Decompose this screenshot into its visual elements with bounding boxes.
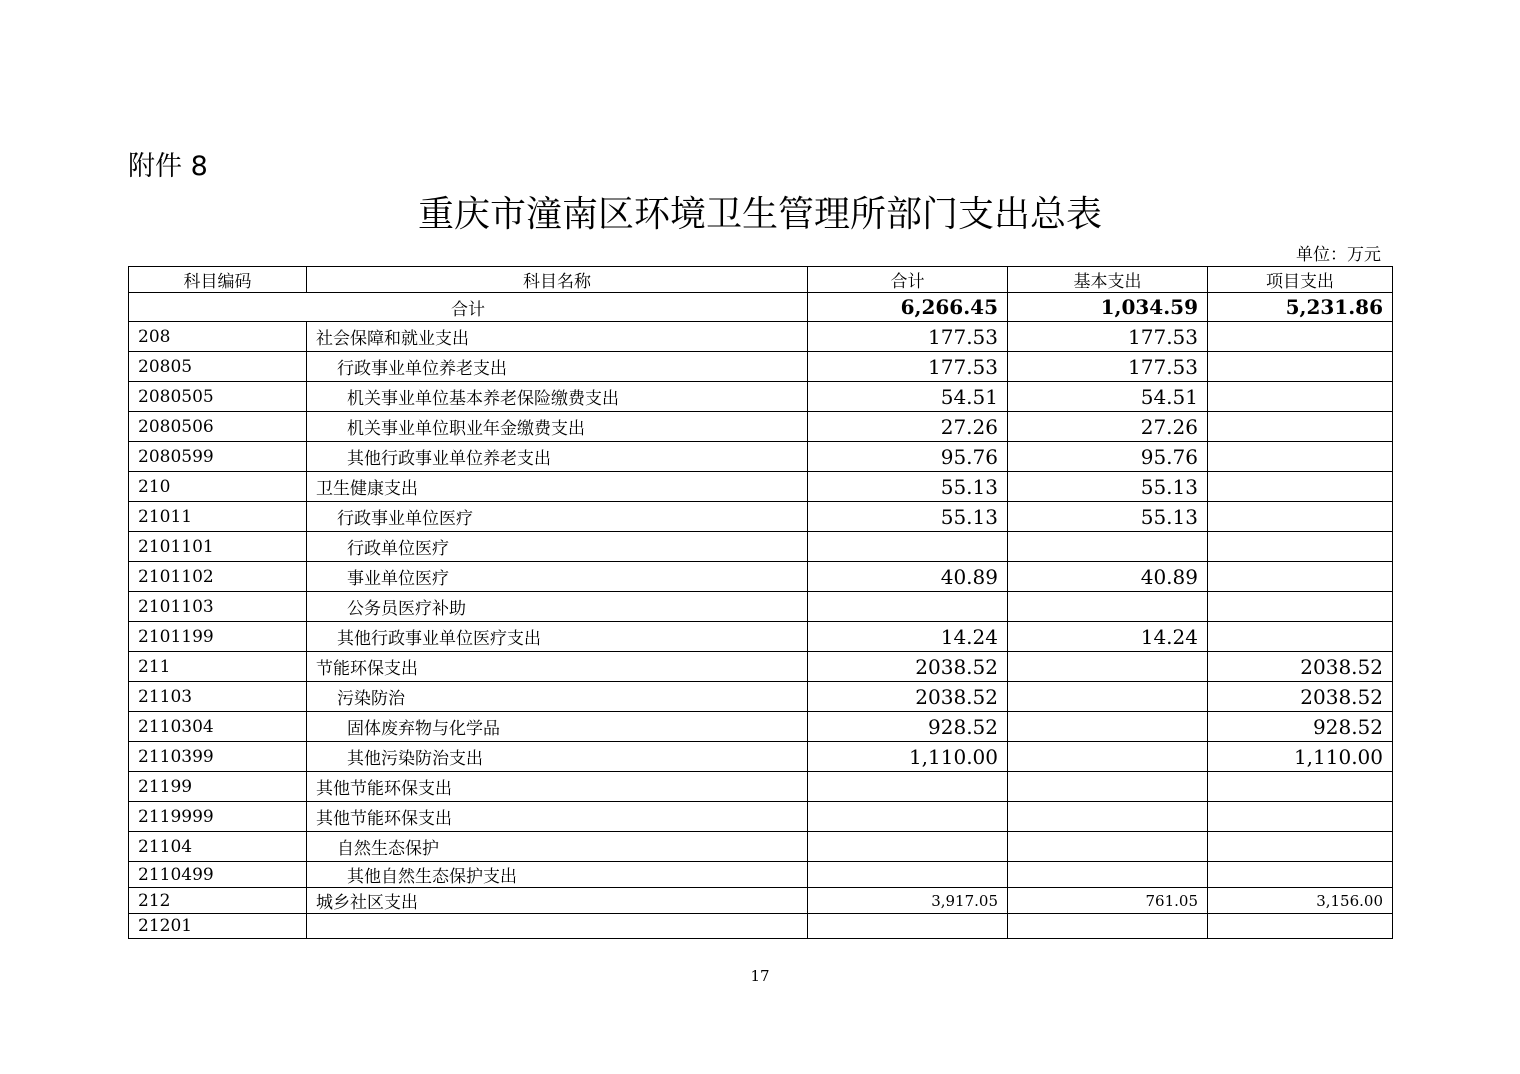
total-row (129, 293, 1393, 322)
code-cell: 21011 (129, 502, 307, 532)
name-cell: 社会保障和就业支出 (307, 322, 808, 352)
basic-cell (1008, 592, 1208, 622)
basic-cell (1008, 682, 1208, 712)
code-cell: 212 (129, 888, 307, 914)
code-cell: 21199 (129, 772, 307, 802)
code-cell: 21104 (129, 832, 307, 862)
project-cell (1208, 532, 1393, 562)
total-cell (808, 772, 1008, 802)
name-cell: 其他行政事业单位养老支出 (307, 442, 808, 472)
basic-cell (1008, 914, 1208, 939)
column-header-name: 科目名称 (307, 267, 808, 293)
basic-cell (1008, 802, 1208, 832)
name-cell: 城乡社区支出 (307, 888, 808, 914)
total-cell: 177.53 (808, 352, 1008, 382)
code-cell: 2101199 (129, 622, 307, 652)
code-cell: 211 (129, 652, 307, 682)
project-cell (1208, 914, 1393, 939)
total-cell: 928.52 (808, 712, 1008, 742)
name-cell: 行政事业单位医疗 (307, 502, 808, 532)
column-header-basic: 基本支出 (1008, 267, 1208, 293)
project-cell (1208, 592, 1393, 622)
total-cell (808, 832, 1008, 862)
name-cell: 其他污染防治支出 (307, 742, 808, 772)
code-cell: 2119999 (129, 802, 307, 832)
name-cell: 事业单位医疗 (307, 562, 808, 592)
table-row (129, 802, 1393, 832)
project-cell (1208, 622, 1393, 652)
code-cell: 2110304 (129, 712, 307, 742)
name-cell: 其他节能环保支出 (307, 772, 808, 802)
total-cell: 2038.52 (808, 652, 1008, 682)
table-row (129, 412, 1393, 442)
name-cell: 其他自然生态保护支出 (307, 862, 808, 888)
project-cell (1208, 862, 1393, 888)
code-cell: 2101103 (129, 592, 307, 622)
total-cell: 40.89 (808, 562, 1008, 592)
code-cell: 20805 (129, 352, 307, 382)
project-cell (1208, 832, 1393, 862)
total-label: 合计 (129, 293, 808, 322)
code-cell: 2101101 (129, 532, 307, 562)
page-title: 重庆市潼南区环境卫生管理所部门支出总表 (417, 194, 1102, 235)
total-cell: 27.26 (808, 412, 1008, 442)
project-cell: 2038.52 (1208, 652, 1393, 682)
table-row (129, 382, 1393, 412)
total-cell: 55.13 (808, 472, 1008, 502)
table-row (129, 472, 1393, 502)
total-cell-basic: 1,034.59 (1008, 293, 1208, 322)
name-cell: 公务员医疗补助 (307, 592, 808, 622)
project-cell: 928.52 (1208, 712, 1393, 742)
code-cell: 2080506 (129, 412, 307, 442)
total-cell (808, 862, 1008, 888)
total-cell (808, 532, 1008, 562)
code-cell: 21201 (129, 914, 307, 939)
total-cell: 3,917.05 (808, 888, 1008, 914)
total-cell: 14.24 (808, 622, 1008, 652)
basic-cell (1008, 772, 1208, 802)
name-cell: 行政事业单位养老支出 (307, 352, 808, 382)
project-cell: 3,156.00 (1208, 888, 1393, 914)
total-cell: 1,110.00 (808, 742, 1008, 772)
name-cell: 卫生健康支出 (307, 472, 808, 502)
code-cell: 208 (129, 322, 307, 352)
table-row (129, 742, 1393, 772)
table-header-row (129, 267, 1393, 293)
total-cell: 95.76 (808, 442, 1008, 472)
basic-cell (1008, 652, 1208, 682)
project-cell (1208, 382, 1393, 412)
project-cell: 2038.52 (1208, 682, 1393, 712)
total-cell-project: 5,231.86 (1208, 293, 1393, 322)
unit-label: 单位：万元 (1296, 245, 1381, 265)
total-cell (808, 592, 1008, 622)
basic-cell: 14.24 (1008, 622, 1208, 652)
table-row (129, 442, 1393, 472)
total-cell: 177.53 (808, 322, 1008, 352)
basic-cell: 27.26 (1008, 412, 1208, 442)
table-row (129, 352, 1393, 382)
basic-cell (1008, 532, 1208, 562)
column-header-code: 科目编码 (129, 267, 307, 293)
table-row (129, 832, 1393, 862)
project-cell (1208, 472, 1393, 502)
table-row (129, 888, 1393, 914)
name-cell: 自然生态保护 (307, 832, 808, 862)
basic-cell: 95.76 (1008, 442, 1208, 472)
column-header-project: 项目支出 (1208, 267, 1393, 293)
basic-cell: 177.53 (1008, 352, 1208, 382)
name-cell: 行政单位医疗 (307, 532, 808, 562)
project-cell (1208, 772, 1393, 802)
total-cell: 54.51 (808, 382, 1008, 412)
name-cell: 机关事业单位基本养老保险缴费支出 (307, 382, 808, 412)
attachment-label: 附件 8 (128, 151, 208, 182)
column-header-total: 合计 (808, 267, 1008, 293)
name-cell: 其他行政事业单位医疗支出 (307, 622, 808, 652)
name-cell: 机关事业单位职业年金缴费支出 (307, 412, 808, 442)
project-cell (1208, 562, 1393, 592)
basic-cell (1008, 742, 1208, 772)
project-cell: 1,110.00 (1208, 742, 1393, 772)
total-cell: 2038.52 (808, 682, 1008, 712)
total-cell-total: 6,266.45 (808, 293, 1008, 322)
code-cell: 210 (129, 472, 307, 502)
expenditure-table (128, 266, 1393, 939)
basic-cell: 55.13 (1008, 502, 1208, 532)
basic-cell: 761.05 (1008, 888, 1208, 914)
basic-cell: 40.89 (1008, 562, 1208, 592)
project-cell (1208, 802, 1393, 832)
project-cell (1208, 442, 1393, 472)
total-cell (808, 914, 1008, 939)
total-cell (808, 802, 1008, 832)
basic-cell (1008, 862, 1208, 888)
basic-cell: 54.51 (1008, 382, 1208, 412)
name-cell: 其他节能环保支出 (307, 802, 808, 832)
total-cell: 55.13 (808, 502, 1008, 532)
table-row (129, 502, 1393, 532)
table-row (129, 772, 1393, 802)
code-cell: 2110399 (129, 742, 307, 772)
page-number: 17 (750, 967, 770, 985)
basic-cell: 177.53 (1008, 322, 1208, 352)
table-row (129, 712, 1393, 742)
name-cell: 节能环保支出 (307, 652, 808, 682)
project-cell (1208, 412, 1393, 442)
code-cell: 2080599 (129, 442, 307, 472)
project-cell (1208, 322, 1393, 352)
table-row (129, 862, 1393, 888)
table-row (129, 914, 1393, 939)
table-row (129, 592, 1393, 622)
table-row (129, 562, 1393, 592)
table-row (129, 652, 1393, 682)
table-row (129, 322, 1393, 352)
table-row (129, 682, 1393, 712)
basic-cell (1008, 712, 1208, 742)
basic-cell (1008, 832, 1208, 862)
project-cell (1208, 352, 1393, 382)
basic-cell: 55.13 (1008, 472, 1208, 502)
name-cell: 固体废弃物与化学品 (307, 712, 808, 742)
code-cell: 2110499 (129, 862, 307, 888)
code-cell: 2101102 (129, 562, 307, 592)
table-row (129, 622, 1393, 652)
code-cell: 2080505 (129, 382, 307, 412)
project-cell (1208, 502, 1393, 532)
name-cell (307, 914, 808, 939)
name-cell: 污染防治 (307, 682, 808, 712)
table-row (129, 532, 1393, 562)
code-cell: 21103 (129, 682, 307, 712)
